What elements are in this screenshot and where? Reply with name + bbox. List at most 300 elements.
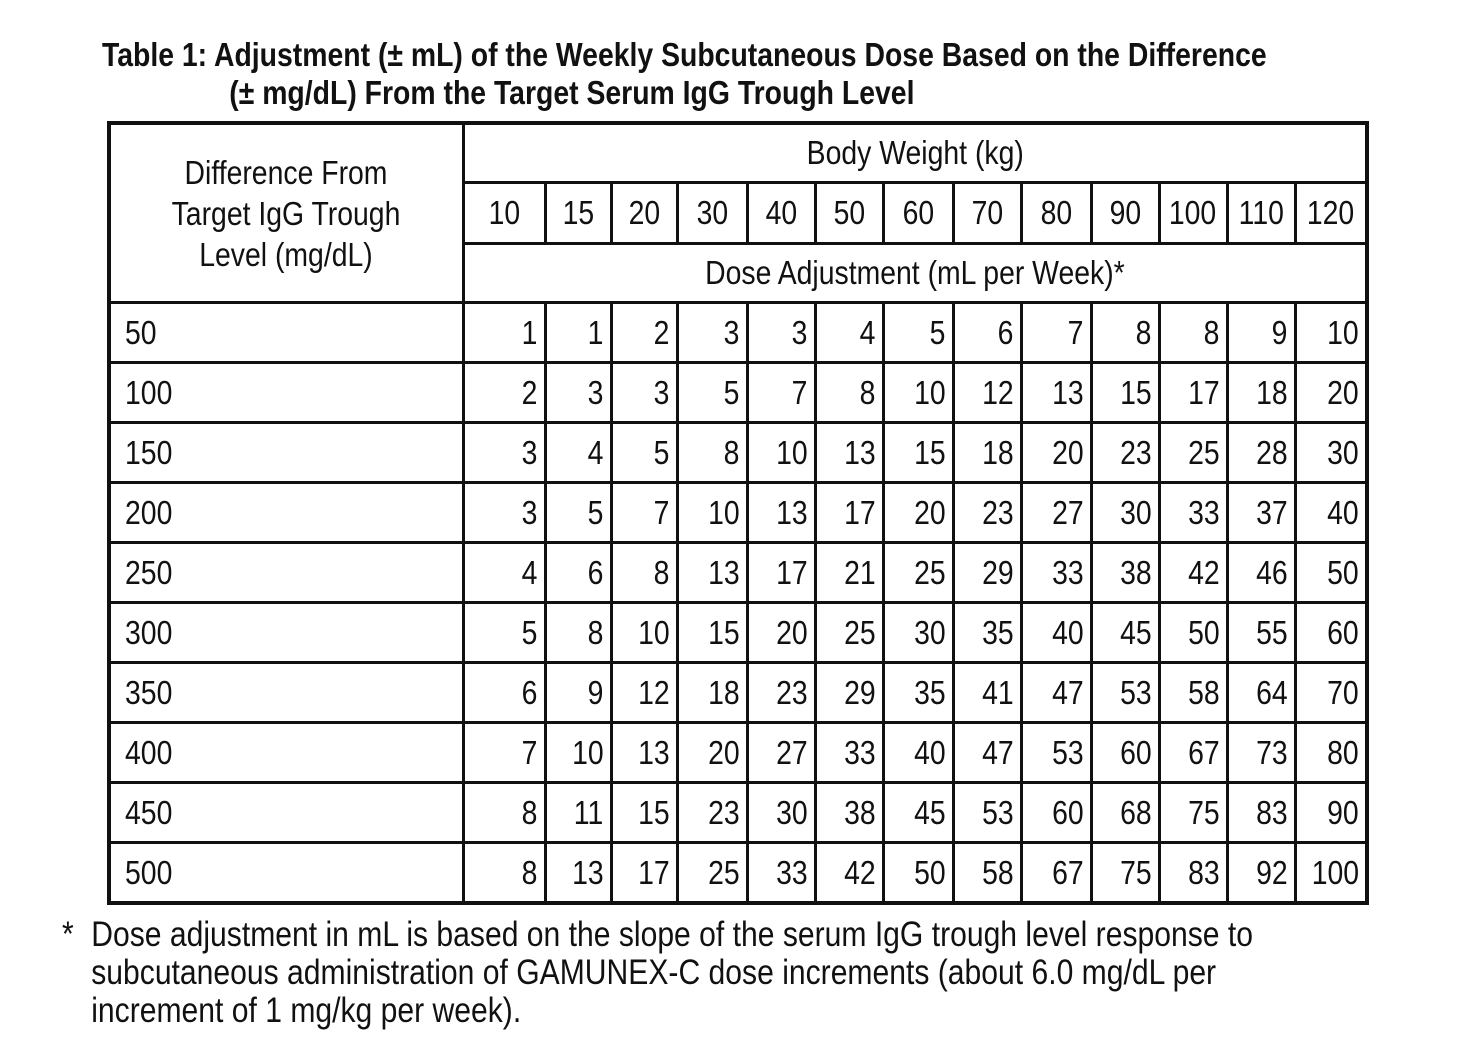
dose-cell [677, 543, 747, 603]
table-row [109, 543, 1367, 603]
dose-cell [545, 723, 611, 783]
dose-value: 75 [1119, 853, 1152, 891]
dose-cell [611, 543, 677, 603]
dose-value: 60 [1119, 733, 1152, 771]
dose-cell [1295, 723, 1367, 783]
dose-cell [883, 303, 953, 363]
dose-cell [1227, 663, 1295, 723]
dose-value: 8 [521, 853, 538, 891]
dose-value: 18 [981, 433, 1014, 471]
dose-value: 7 [653, 493, 670, 531]
dose-cell [747, 303, 815, 363]
dose-value: 47 [981, 733, 1014, 771]
dose-value: 40 [1327, 493, 1360, 531]
dose-value: 10 [1327, 313, 1360, 351]
dose-adjustment-label: Dose Adjustment (mL per Week)* [704, 254, 1125, 291]
dose-value: 53 [981, 793, 1014, 831]
dose-cell [463, 303, 545, 363]
dose-cell [815, 423, 883, 483]
dose-value: 20 [913, 493, 946, 531]
dose-value: 47 [1051, 673, 1084, 711]
dose-value: 23 [981, 493, 1014, 531]
dose-cell [953, 843, 1021, 904]
dose-cell [677, 603, 747, 663]
dose-cell [1091, 603, 1159, 663]
dose-value: 30 [913, 613, 946, 651]
weight-header-label: 80 [1040, 194, 1072, 231]
dose-value: 8 [587, 613, 604, 651]
dose-cell [1295, 483, 1367, 543]
difference-value: 250 [125, 553, 173, 591]
difference-header-line1: Difference From [184, 153, 388, 191]
dose-value: 5 [587, 493, 604, 531]
dose-value: 8 [1203, 313, 1220, 351]
dose-cell [1227, 603, 1295, 663]
dose-cell [1159, 603, 1227, 663]
weight-header-cell [1159, 183, 1227, 244]
dose-value: 68 [1119, 793, 1152, 831]
dose-cell [1227, 723, 1295, 783]
dose-cell [463, 603, 545, 663]
dose-value: 73 [1255, 733, 1288, 771]
dose-cell [545, 783, 611, 843]
dose-cell [953, 303, 1021, 363]
dose-adjustment-header [463, 244, 1367, 303]
dose-cell [1021, 363, 1091, 423]
difference-value: 200 [125, 493, 173, 531]
dose-value: 21 [843, 553, 876, 591]
dose-cell [815, 543, 883, 603]
dose-value: 35 [981, 613, 1014, 651]
weight-header-cell [815, 183, 883, 244]
weight-header-label: 100 [1169, 194, 1217, 231]
dose-value: 67 [1051, 853, 1084, 891]
dose-value: 15 [637, 793, 670, 831]
dose-cell [545, 363, 611, 423]
dose-cell [463, 363, 545, 423]
dose-cell [1159, 363, 1227, 423]
dose-cell [953, 723, 1021, 783]
table-row [109, 843, 1367, 904]
dose-cell [953, 423, 1021, 483]
dose-value: 10 [913, 373, 946, 411]
dose-value: 10 [637, 613, 670, 651]
dose-value: 5 [653, 433, 670, 471]
dose-cell [1295, 423, 1367, 483]
dose-value: 8 [653, 553, 670, 591]
dose-cell [611, 843, 677, 904]
dose-cell [611, 663, 677, 723]
dose-value: 1 [521, 313, 538, 351]
dose-cell [1159, 843, 1227, 904]
dose-value: 17 [843, 493, 876, 531]
dose-value: 6 [587, 553, 604, 591]
dose-cell [677, 663, 747, 723]
dose-cell [677, 423, 747, 483]
weight-header-cell [747, 183, 815, 244]
dose-cell [611, 783, 677, 843]
dose-value: 17 [1187, 373, 1220, 411]
dose-cell [463, 843, 545, 904]
dose-cell [1091, 843, 1159, 904]
dose-cell [463, 423, 545, 483]
dose-cell [611, 723, 677, 783]
dose-value: 9 [1271, 313, 1288, 351]
dose-value: 41 [981, 673, 1014, 711]
dose-value: 4 [521, 553, 538, 591]
dose-cell [545, 423, 611, 483]
dose-cell [815, 603, 883, 663]
dose-value: 33 [775, 853, 808, 891]
dose-value: 12 [637, 673, 670, 711]
dose-cell [1295, 783, 1367, 843]
dose-value: 70 [1327, 673, 1360, 711]
dose-cell [1159, 723, 1227, 783]
dose-cell [677, 843, 747, 904]
dose-value: 83 [1255, 793, 1288, 831]
dose-adjustment-table [107, 121, 1369, 905]
weight-header-label: 70 [971, 194, 1003, 231]
dose-cell [463, 663, 545, 723]
dose-cell [545, 483, 611, 543]
dose-cell [1295, 543, 1367, 603]
difference-cell [109, 543, 463, 603]
difference-value: 350 [125, 673, 173, 711]
dose-cell [815, 663, 883, 723]
dose-value: 6 [521, 673, 538, 711]
table-row [109, 303, 1367, 363]
difference-value: 400 [125, 733, 173, 771]
dose-value: 50 [1327, 553, 1360, 591]
dose-value: 40 [913, 733, 946, 771]
dose-cell [677, 483, 747, 543]
dose-value: 53 [1119, 673, 1152, 711]
dose-cell [747, 543, 815, 603]
dose-cell [545, 303, 611, 363]
dose-cell [1091, 663, 1159, 723]
dose-cell [1091, 723, 1159, 783]
dose-cell [1021, 543, 1091, 603]
difference-cell [109, 783, 463, 843]
weight-header-label: 60 [902, 194, 934, 231]
dose-value: 80 [1327, 733, 1360, 771]
dose-value: 7 [1067, 313, 1084, 351]
difference-header-line3: Level (mg/dL) [199, 235, 374, 273]
weight-header-cell [1227, 183, 1295, 244]
dose-value: 5 [521, 613, 538, 651]
body-weight-header [463, 123, 1367, 183]
dose-cell [815, 723, 883, 783]
dose-cell [611, 363, 677, 423]
weight-header-label: 30 [696, 194, 728, 231]
dose-value: 27 [775, 733, 808, 771]
dose-value: 67 [1187, 733, 1220, 771]
dose-value: 20 [1327, 373, 1360, 411]
dose-value: 15 [1119, 373, 1152, 411]
dose-value: 2 [653, 313, 670, 351]
weight-header-cell [883, 183, 953, 244]
dose-value: 10 [571, 733, 604, 771]
dose-cell [1159, 423, 1227, 483]
difference-cell [109, 663, 463, 723]
weight-header-cell [463, 183, 545, 244]
dose-value: 58 [981, 853, 1014, 891]
dose-cell [611, 603, 677, 663]
dose-value: 3 [521, 493, 538, 531]
dose-cell [1295, 663, 1367, 723]
dose-cell [1159, 783, 1227, 843]
dose-value: 40 [1051, 613, 1084, 651]
dose-value: 25 [1187, 433, 1220, 471]
dose-value: 25 [843, 613, 876, 651]
dose-cell [1227, 843, 1295, 904]
dose-value: 92 [1255, 853, 1288, 891]
dose-value: 9 [587, 673, 604, 711]
dose-cell [953, 603, 1021, 663]
dose-value: 7 [521, 733, 538, 771]
dose-cell [747, 723, 815, 783]
difference-value: 50 [125, 313, 157, 351]
dose-value: 28 [1255, 433, 1288, 471]
dose-value: 23 [707, 793, 740, 831]
difference-value: 450 [125, 793, 173, 831]
dose-cell [1021, 723, 1091, 783]
dose-value: 12 [981, 373, 1014, 411]
dose-cell [463, 723, 545, 783]
difference-cell [109, 843, 463, 904]
dose-cell [1295, 843, 1367, 904]
dose-cell [463, 483, 545, 543]
dose-cell [747, 483, 815, 543]
dose-cell [747, 783, 815, 843]
dose-value: 8 [859, 373, 876, 411]
difference-value: 300 [125, 613, 173, 651]
dose-value: 4 [859, 313, 876, 351]
dose-cell [677, 303, 747, 363]
dose-value: 33 [1051, 553, 1084, 591]
dose-cell [1295, 303, 1367, 363]
table-body [109, 303, 1367, 904]
weight-header-cell [611, 183, 677, 244]
weight-header-cell [545, 183, 611, 244]
dose-cell [747, 843, 815, 904]
table-row [109, 603, 1367, 663]
dose-cell [677, 723, 747, 783]
dose-cell [883, 783, 953, 843]
weight-header-cell [1021, 183, 1091, 244]
dose-cell [1021, 783, 1091, 843]
dose-cell [1227, 423, 1295, 483]
dose-cell [815, 363, 883, 423]
dose-cell [1227, 303, 1295, 363]
dose-value: 13 [1051, 373, 1084, 411]
dose-cell [815, 483, 883, 543]
dose-cell [953, 663, 1021, 723]
dose-cell [747, 603, 815, 663]
dose-value: 15 [707, 613, 740, 651]
dose-cell [883, 423, 953, 483]
dose-cell [611, 423, 677, 483]
table-title [102, 36, 1267, 112]
dose-value: 13 [571, 853, 604, 891]
dose-value: 7 [791, 373, 808, 411]
dose-value: 38 [1119, 553, 1152, 591]
dose-cell [1091, 363, 1159, 423]
dose-value: 17 [637, 853, 670, 891]
dose-cell [1021, 663, 1091, 723]
dose-value: 37 [1255, 493, 1288, 531]
dose-value: 75 [1187, 793, 1220, 831]
dose-value: 27 [1051, 493, 1084, 531]
dose-value: 13 [775, 493, 808, 531]
dose-value: 58 [1187, 673, 1220, 711]
difference-header-line2: Target IgG Trough [171, 194, 401, 232]
dose-value: 45 [1119, 613, 1152, 651]
dose-cell [747, 423, 815, 483]
table-row [109, 783, 1367, 843]
difference-column-header [109, 123, 463, 303]
dose-value: 46 [1255, 553, 1288, 591]
dose-value: 20 [707, 733, 740, 771]
dose-value: 25 [913, 553, 946, 591]
dose-value: 55 [1255, 613, 1288, 651]
dose-value: 42 [843, 853, 876, 891]
dose-value: 29 [981, 553, 1014, 591]
dose-cell [1091, 303, 1159, 363]
difference-cell [109, 423, 463, 483]
dose-value: 3 [587, 373, 604, 411]
dose-cell [1227, 363, 1295, 423]
dose-value: 33 [1187, 493, 1220, 531]
dose-cell [611, 303, 677, 363]
difference-cell [109, 483, 463, 543]
dose-value: 83 [1187, 853, 1220, 891]
table-title-line1: Table 1: Adjustment (± mL) of the Weekly Subcutaneous Dose Based on the Difference [102, 36, 1267, 73]
difference-cell [109, 363, 463, 423]
dose-value: 30 [775, 793, 808, 831]
dose-cell [1227, 483, 1295, 543]
dose-cell [545, 603, 611, 663]
weight-header-label: 120 [1307, 194, 1355, 231]
dose-cell [883, 663, 953, 723]
dose-value: 10 [775, 433, 808, 471]
dose-value: 1 [587, 313, 604, 351]
weight-header-label: 40 [765, 194, 797, 231]
dose-value: 45 [913, 793, 946, 831]
dose-value: 20 [1051, 433, 1084, 471]
dose-cell [953, 363, 1021, 423]
table-row [109, 723, 1367, 783]
dose-value: 5 [929, 313, 946, 351]
dose-cell [1091, 543, 1159, 603]
dose-cell [1159, 663, 1227, 723]
dose-cell [747, 663, 815, 723]
weight-header-label: 90 [1109, 194, 1141, 231]
dose-value: 13 [707, 553, 740, 591]
table-row [109, 663, 1367, 723]
dose-cell [1091, 783, 1159, 843]
dose-value: 8 [521, 793, 538, 831]
dose-cell [815, 783, 883, 843]
weight-header-label: 50 [833, 194, 865, 231]
dose-cell [953, 543, 1021, 603]
dose-value: 30 [1327, 433, 1360, 471]
footnote-text [62, 916, 1404, 1030]
dose-cell [1021, 483, 1091, 543]
dose-value: 3 [653, 373, 670, 411]
dose-value: 90 [1327, 793, 1360, 831]
dose-cell [1227, 543, 1295, 603]
dose-cell [815, 843, 883, 904]
dose-cell [883, 543, 953, 603]
dose-value: 2 [521, 373, 538, 411]
difference-cell [109, 603, 463, 663]
dose-value: 23 [1119, 433, 1152, 471]
footnote-line3: increment of 1 mg/kg per week). [91, 991, 522, 1030]
dose-value: 23 [775, 673, 808, 711]
difference-value: 500 [125, 853, 173, 891]
dose-value: 29 [843, 673, 876, 711]
dose-cell [1021, 603, 1091, 663]
dose-value: 8 [1135, 313, 1152, 351]
dose-value: 11 [574, 793, 604, 831]
dose-value: 10 [707, 493, 740, 531]
weight-header-cell [1295, 183, 1367, 244]
dose-value: 6 [997, 313, 1014, 351]
dose-value: 60 [1327, 613, 1360, 651]
dose-value: 64 [1255, 673, 1288, 711]
dose-cell [677, 783, 747, 843]
dose-cell [883, 603, 953, 663]
dose-cell [463, 783, 545, 843]
table-row [109, 483, 1367, 543]
dose-value: 13 [843, 433, 876, 471]
dose-cell [1021, 843, 1091, 904]
footnote-marker: * [62, 915, 74, 954]
dose-value: 13 [637, 733, 670, 771]
dose-value: 33 [843, 733, 876, 771]
weight-header-label: 10 [488, 194, 520, 231]
dose-value: 3 [791, 313, 808, 351]
dose-value: 50 [913, 853, 946, 891]
dose-cell [545, 843, 611, 904]
body-weight-label: Body Weight (kg) [806, 134, 1024, 171]
dose-cell [883, 363, 953, 423]
dose-value: 17 [775, 553, 808, 591]
weight-header-label: 15 [562, 194, 594, 231]
weight-header-cell [953, 183, 1021, 244]
dose-value: 42 [1187, 553, 1220, 591]
dose-value: 4 [587, 433, 604, 471]
dose-cell [1295, 363, 1367, 423]
dose-value: 30 [1119, 493, 1152, 531]
dose-cell [1159, 303, 1227, 363]
dose-value: 35 [913, 673, 946, 711]
dose-value: 25 [707, 853, 740, 891]
difference-cell [109, 723, 463, 783]
dose-cell [953, 483, 1021, 543]
dose-value: 53 [1051, 733, 1084, 771]
footnote-line1: Dose adjustment in mL is based on the slope of the serum IgG trough level response to [91, 915, 1253, 954]
table-title-line2: (± mg/dL) From the Target Serum IgG Trough Level [229, 74, 915, 111]
table-row [109, 423, 1367, 483]
dose-cell [883, 723, 953, 783]
dose-cell [953, 783, 1021, 843]
dose-cell [677, 363, 747, 423]
dose-cell [611, 483, 677, 543]
dose-value: 15 [913, 433, 946, 471]
dose-value: 8 [723, 433, 740, 471]
